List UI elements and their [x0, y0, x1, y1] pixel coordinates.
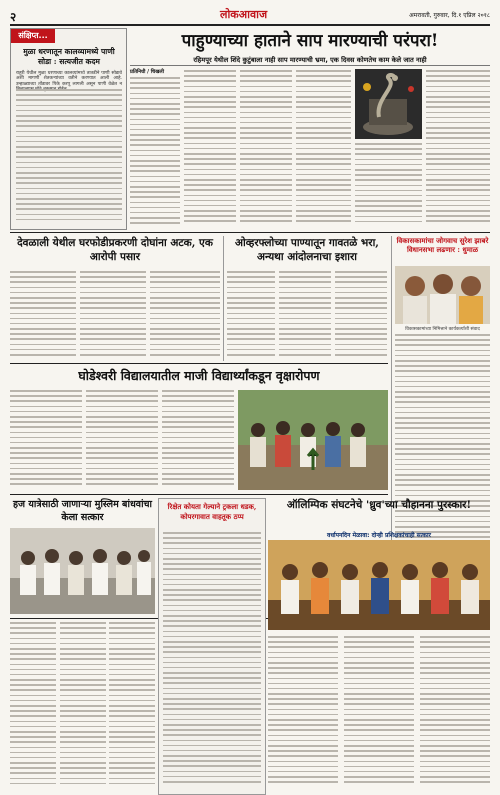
- olympic-col-1: [268, 636, 338, 792]
- haj-col-3: [109, 622, 155, 792]
- school-col-3: [162, 390, 234, 490]
- school-col-1: [10, 390, 82, 490]
- brief-text-lines: [16, 89, 122, 224]
- river-col-3: [335, 271, 387, 359]
- traffic-box: [158, 498, 266, 795]
- school-col-2: [86, 390, 158, 490]
- traffic-headline: रिक्षेत कोयता गेल्याने ट्रकला धडक, कोपरगावात वाहतूक ठप्प: [167, 502, 257, 521]
- arrest-col-1: [10, 271, 76, 359]
- olympic-col-2: [344, 636, 414, 792]
- brief-tag: संक्षिप्त...: [11, 29, 55, 43]
- side-photo: [395, 266, 490, 324]
- lead-col-1: [130, 77, 180, 227]
- masthead: [10, 8, 490, 22]
- lead-col-4: [296, 70, 351, 227]
- lead-dateline: प्रतिनिधी / चिखली: [130, 69, 164, 75]
- lead-photo: [355, 69, 422, 139]
- olympic-headline: ऑलिम्पिक संघटनेचे 'ध्रुव'च्या चौहानना पुरस्कार!: [286, 499, 472, 511]
- river-col-2: [279, 271, 331, 359]
- brief-body: राहुरी येथील मुळा धरणाच्या कालव्यांमध्ये तातडीने पाणी सोडावे अशी मागणी शेतकऱ्यांच्या वतीने करण्यात आली आहे. उन्हाळ्याच्या तोंडावर पिके करपू लागली असून पाणी वेळेत न: [16, 71, 122, 87]
- lead-col-6: [426, 70, 490, 227]
- school-headline: घोडेश्वरी विद्यालयातील माजी विद्यार्थ्यांकडून वृक्षारोपण: [78, 368, 320, 383]
- olympic-col-3: [420, 636, 490, 792]
- river-col-1: [227, 271, 275, 359]
- arrest-col-3: [150, 271, 220, 359]
- haj-headline: हज यात्रेसाठी जाणाऱ्या मुस्लिम बांधवांचा केला सत्कार: [12, 499, 153, 523]
- traffic-body: [163, 532, 261, 790]
- arrest-headline: देवळाली येथील घरफोडीप्रकरणी दोघांना अटक, एक आरोपी पसार: [17, 237, 213, 263]
- lead-col-5: [355, 143, 422, 227]
- haj-photo: [10, 528, 155, 614]
- lead-col-2: [184, 70, 236, 227]
- olympic-photo: [268, 540, 490, 630]
- arrest-col-2: [80, 271, 146, 359]
- brief-box: [10, 28, 127, 230]
- lead-headline: पाहुण्याच्या हाताने साप मारण्याची परंपरा!: [181, 31, 439, 51]
- river-headline: ओव्हरफ्लोच्या पाण्यातून गावतळे भरा, अन्यथा आंदोलनाचा इशारा: [235, 237, 379, 263]
- page-number: २: [10, 10, 17, 24]
- paper-name: लोकआवाज: [220, 8, 268, 21]
- haj-col-2: [60, 622, 106, 792]
- lead-subhead: रहिमपूर येथील शिंदे कुटुंबाला नाही साप मारण्याची भ्रमा, एक दिवस कोणतेच काम केले जात नाही: [193, 56, 427, 64]
- date-line: अमरावती, गुरुवार, दि.१ एप्रिल २०१८: [409, 12, 490, 19]
- olympic-subhead: वर्धापनदिन मेळावा: दोन्ही प्रशिक्षकांचाही सत्कार: [327, 532, 431, 539]
- school-photo: [238, 390, 388, 490]
- lead-col-3: [240, 70, 292, 227]
- side-caption: विकासकामांच्या निमित्ताने कार्यकर्त्यांशी संवाद: [405, 327, 480, 332]
- side-headline: विकासकामांचा जोगवाच सुरेश झाबरे विधानसभा लढणार : धुमाळ: [396, 236, 489, 254]
- brief-headline: मुळा धरणातून कालव्यामध्ये पाणी सोडा : सत्यजीत कदम: [23, 47, 115, 66]
- haj-col-1: [10, 622, 56, 792]
